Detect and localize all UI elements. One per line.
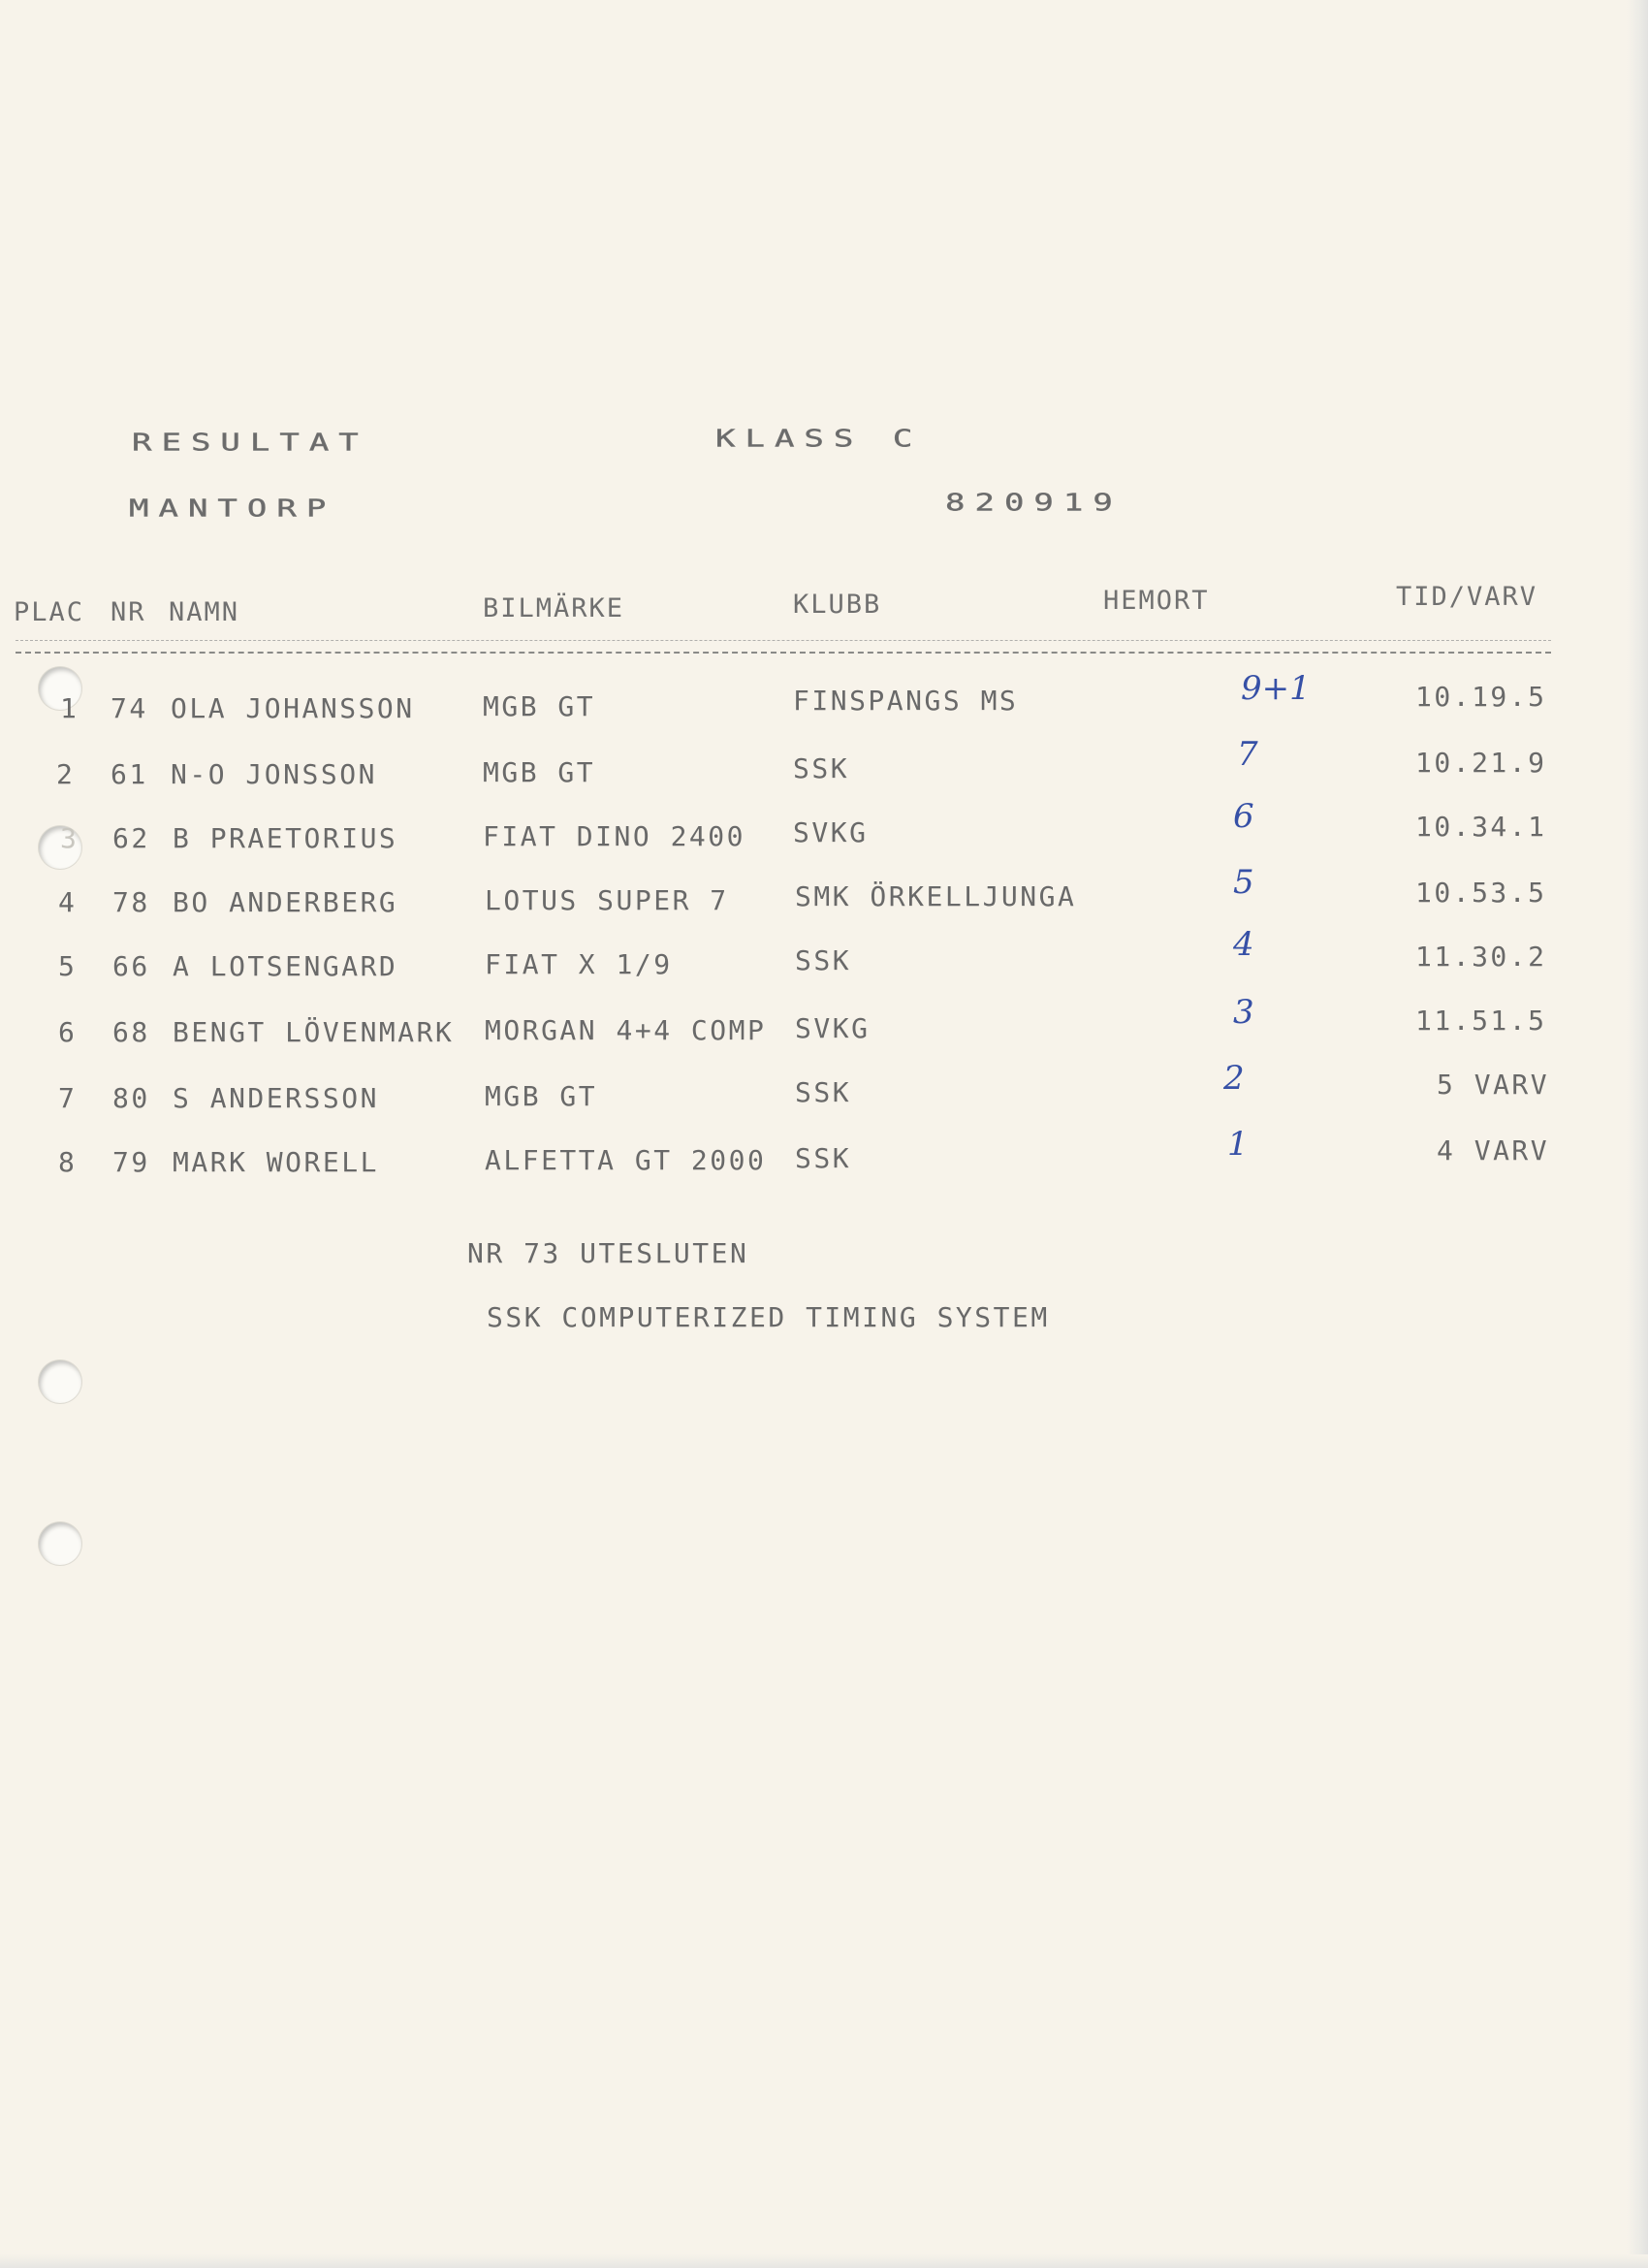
handwritten-points: 4 [1233, 925, 1254, 964]
cell-plac: 2 [56, 758, 76, 790]
cell-nr: 79 [112, 1146, 150, 1178]
cell-klubb: SVKG [795, 1012, 871, 1044]
header-divider [16, 652, 1551, 654]
cell-bilmarke: LOTUS SUPER 7 [485, 884, 729, 916]
cell-nr: 80 [112, 1082, 150, 1114]
cell-bilmarke: FIAT X 1/9 [485, 948, 673, 980]
cell-klubb: SMK ÖRKELLJUNGA [795, 880, 1077, 912]
handwritten-points: 5 [1233, 863, 1254, 902]
cell-nr: 62 [112, 822, 150, 854]
cell-namn: MARK WORELL [173, 1146, 379, 1178]
cell-klubb: SVKG [793, 816, 869, 848]
disqualified-note: NR 73 UTESLUTEN [467, 1237, 749, 1269]
cell-tid: 11.30.2 [1415, 941, 1547, 973]
cell-klubb: SSK [793, 752, 850, 784]
cell-nr: 78 [112, 886, 150, 918]
cell-plac: 7 [58, 1082, 78, 1114]
title: RESULTAT [132, 429, 368, 457]
cell-klubb: SSK [795, 1142, 852, 1174]
cell-namn: N-O JONSSON [171, 758, 377, 790]
cell-namn: BO ANDERBERG [173, 886, 398, 918]
cell-tid: 4 VARV [1437, 1134, 1550, 1166]
col-nr: NR [111, 597, 146, 627]
cell-nr: 66 [112, 950, 150, 982]
paper-bottom-edge [0, 2254, 1648, 2268]
handwritten-points: 6 [1233, 797, 1254, 836]
cell-tid: 11.51.5 [1415, 1005, 1547, 1037]
cell-bilmarke: ALFETTA GT 2000 [485, 1144, 767, 1176]
col-plac: PLAC [14, 597, 85, 627]
col-hemort: HEMORT [1103, 586, 1210, 616]
punch-hole [39, 1522, 81, 1565]
cell-nr: 74 [111, 692, 148, 724]
handwritten-points: 2 [1223, 1059, 1245, 1098]
col-tid-varv: TID/VARV [1396, 582, 1538, 612]
cell-namn: OLA JOHANSSON [171, 692, 415, 724]
cell-namn: A LOTSENGARD [173, 950, 398, 982]
cell-klubb: FINSPANGS MS [793, 685, 1019, 717]
cell-tid: 10.34.1 [1415, 811, 1547, 843]
handwritten-points: 7 [1237, 735, 1258, 774]
cell-plac: 5 [58, 950, 78, 982]
cell-tid: 10.19.5 [1415, 681, 1547, 713]
cell-plac: 4 [58, 886, 78, 918]
cell-bilmarke: MGB GT [483, 690, 596, 722]
cell-namn: BENGT LÖVENMARK [173, 1016, 455, 1048]
handwritten-points: 1 [1227, 1125, 1249, 1164]
cell-nr: 61 [111, 758, 148, 790]
cell-nr: 68 [112, 1016, 150, 1048]
header-divider-faint [16, 640, 1551, 641]
cell-plac: 6 [58, 1016, 78, 1048]
cell-klubb: SSK [795, 1076, 852, 1108]
col-klubb: KLUBB [793, 590, 882, 620]
cell-plac: 1 [60, 692, 79, 724]
cell-namn: B PRAETORIUS [173, 822, 398, 854]
paper-edge [1627, 0, 1648, 2268]
cell-klubb: SSK [795, 944, 852, 976]
cell-namn: S ANDERSSON [173, 1082, 379, 1114]
cell-plac: 8 [58, 1146, 78, 1178]
class-label: KLASS C [715, 425, 923, 453]
cell-tid: 10.53.5 [1415, 877, 1547, 909]
timing-system-note: SSK COMPUTERIZED TIMING SYSTEM [487, 1301, 1050, 1333]
handwritten-points: 3 [1233, 993, 1254, 1032]
cell-plac: 3 [60, 822, 79, 854]
venue: MANTORP [129, 495, 336, 523]
col-bilmarke: BILMÄRKE [483, 593, 625, 623]
date: 820919 [945, 489, 1123, 517]
cell-bilmarke: MGB GT [483, 756, 596, 788]
punch-hole [39, 1360, 81, 1403]
cell-bilmarke: FIAT DINO 2400 [483, 820, 746, 852]
cell-bilmarke: MORGAN 4+4 COMP [485, 1014, 767, 1046]
cell-tid: 5 VARV [1437, 1069, 1550, 1101]
cell-bilmarke: MGB GT [485, 1080, 598, 1112]
col-namn: NAMN [169, 597, 240, 627]
handwritten-points: 9+1 [1241, 669, 1311, 708]
cell-tid: 10.21.9 [1415, 747, 1547, 779]
